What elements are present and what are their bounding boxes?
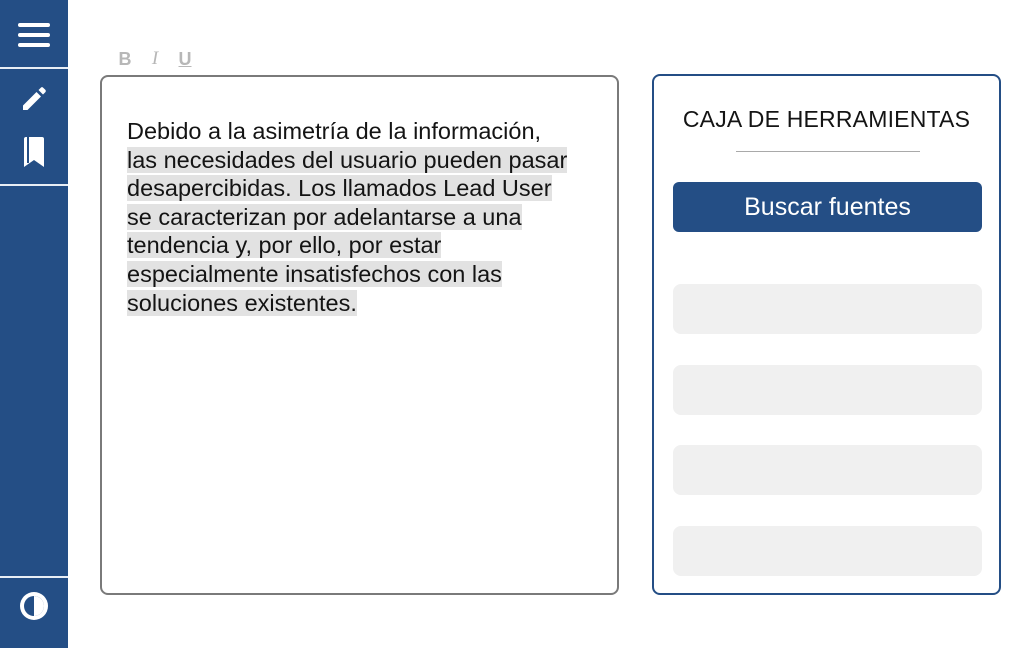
highlighted-text: las necesidades del usuario pueden pasar	[127, 146, 568, 173]
editor-text[interactable]	[127, 117, 593, 317]
hamburger-menu-icon	[17, 22, 51, 48]
sidebar-divider	[0, 67, 68, 69]
highlighted-text: se caracterizan por adelantarse a una	[127, 203, 522, 230]
italic-button[interactable]: I	[151, 48, 159, 69]
sidebar	[0, 0, 68, 648]
editor-line	[127, 146, 593, 175]
menu-button[interactable]	[0, 8, 68, 62]
sidebar-divider	[0, 576, 68, 578]
editor-line	[127, 231, 593, 260]
underline-button[interactable]: U	[178, 48, 192, 69]
highlighted-text: soluciones existentes.	[127, 289, 357, 316]
editor-line	[127, 289, 593, 318]
editor-line	[127, 260, 593, 289]
title-divider	[736, 151, 920, 152]
pencil-icon	[19, 84, 49, 114]
bookmarks-icon	[21, 136, 47, 168]
tool-placeholder	[673, 284, 982, 334]
highlighted-text: especialmente insatisfechos con las	[127, 260, 502, 287]
editor-line: Debido a la asimetría de la información,	[127, 118, 542, 144]
contrast-icon	[18, 590, 50, 622]
highlighted-text: desapercibidas. Los llamados Lead User	[127, 175, 552, 202]
search-sources-button[interactable]: Buscar fuentes	[673, 182, 982, 232]
highlighted-text: tendencia y, por ello, por estar	[127, 232, 442, 259]
editor-line	[127, 174, 593, 203]
bookmarks-button[interactable]	[0, 130, 68, 174]
sidebar-divider	[0, 184, 68, 186]
toolbox-title: CAJA DE HERRAMIENTAS	[682, 106, 971, 132]
tool-placeholder	[673, 445, 982, 495]
tool-placeholder	[673, 526, 982, 576]
contrast-toggle[interactable]	[0, 584, 68, 628]
bold-button[interactable]: B	[118, 48, 132, 69]
toolbox-panel	[652, 74, 1001, 595]
format-toolbar	[110, 48, 200, 70]
edit-button[interactable]	[0, 78, 68, 120]
text-editor[interactable]	[100, 75, 619, 595]
tool-placeholder	[673, 365, 982, 415]
editor-line	[127, 203, 593, 232]
